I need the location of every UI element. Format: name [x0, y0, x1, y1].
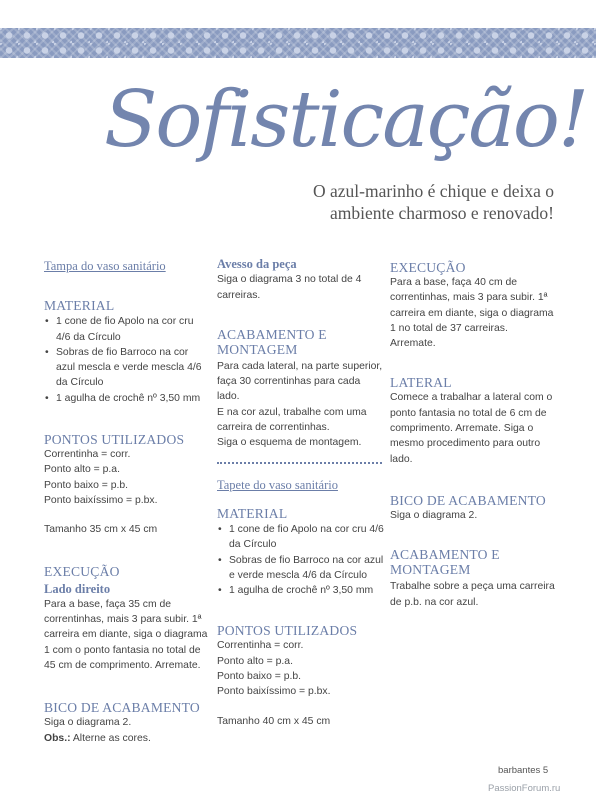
list-item: • 1 cone de fio Apolo na cor cru 4/6 da Círculo — [217, 522, 385, 553]
tamanho-text: Tamanho 40 cm x 45 cm — [217, 715, 331, 727]
section-title-tampa: Tampa do vaso sanitário — [44, 259, 166, 273]
list-item: • 1 agulha de crochê nº 3,50 mm — [217, 583, 385, 598]
bico-text: Siga o diagrama 2. — [44, 717, 132, 729]
execucao-text: Para a base, faça 40 cm de correntinhas, mais 3 para subir. 1ª carreira em diante, siga o diagrama 1 no total de 37 carreiras. Arremate. — [390, 277, 554, 350]
lado-direito-text: Para a base, faça 35 cm de correntinhas, mais 3 para subir. 1ª carreira em diante, siga o diagrama 1 com o ponto fantasia no total de 45 cm de comprimento. Arremate. — [44, 598, 208, 672]
ponto-item: Correntinha = corr. — [44, 449, 131, 461]
lado-direito-heading: Lado direito — [44, 581, 111, 596]
materials-list — [217, 522, 385, 598]
section-divider — [217, 462, 382, 464]
ponto-item: Ponto alto = p.a. — [217, 655, 293, 667]
bico-heading: BICO DE ACABAMENTO — [44, 700, 200, 716]
page-footer: barbantes 5 — [498, 765, 549, 776]
watermark: PassionForum.ru — [488, 783, 561, 794]
pontos-heading: PONTOS UTILIZADOS — [217, 623, 358, 639]
ponto-item: Ponto baixo = p.b. — [217, 671, 302, 683]
lateral-heading: LATERAL — [390, 375, 452, 391]
acabamento-heading: ACABAMENTO E MONTAGEM — [390, 547, 500, 578]
ponto-item: Ponto baixíssimo = p.bx. — [217, 686, 331, 698]
page-subtitle — [274, 180, 554, 224]
ponto-item: Ponto alto = p.a. — [44, 464, 120, 476]
acabamento-heading: ACABAMENTO E MONTAGEM — [217, 326, 327, 357]
bico-heading: BICO DE ACABAMENTO — [390, 492, 546, 508]
acabamento-text: Trabalhe sobre a peça uma carreira de p.b. na cor azul. — [390, 581, 555, 608]
list-item: • 1 agulha de crochê nº 3,50 mm — [44, 391, 209, 406]
material-heading: MATERIAL — [44, 298, 115, 314]
column-2 — [217, 256, 385, 729]
page-title: Sofisticação! — [104, 75, 588, 165]
acabamento-text: Siga o esquema de montagem. — [217, 437, 362, 449]
avesso-text: Siga o diagrama 3 no total de 4 carreiras. — [217, 274, 362, 301]
acabamento-text: Para cada lateral, na parte superior, faça 30 correntinhas para cada lado. — [217, 360, 383, 403]
pontos-heading: PONTOS UTILIZADOS — [44, 432, 185, 448]
obs-text — [44, 731, 209, 746]
execucao-heading: EXECUÇÃO — [44, 563, 120, 579]
tamanho-text: Tamanho 35 cm x 45 cm — [44, 524, 158, 536]
avesso-heading: Avesso da peça — [217, 257, 297, 271]
ponto-item: Correntinha = corr. — [217, 640, 304, 652]
subtitle-line-1: O azul-marinho é chique e deixa o — [312, 181, 554, 201]
lateral-text: Comece a trabalhar a lateral com o ponto fantasia no total de 6 cm de comprimento. Arremate. Siga o mesmo procedimento para outro lado. — [390, 392, 553, 465]
list-item: • 1 cone de fio Apolo na cor cru 4/6 da Círculo — [44, 314, 209, 345]
ponto-item: Ponto baixo = p.b. — [44, 479, 129, 491]
list-item: • Sobras de fio Barroco na cor azul e verde mescla 4/6 da Círculo — [217, 553, 385, 584]
obs-label: Obs.: — [44, 732, 71, 744]
bico-text: Siga o diagrama 2. — [390, 509, 478, 521]
column-1 — [44, 256, 209, 746]
ponto-item: Ponto baixíssimo = p.bx. — [44, 494, 158, 506]
execucao-heading: EXECUÇÃO — [390, 260, 466, 275]
decorative-banner — [0, 28, 596, 58]
column-3 — [390, 256, 555, 610]
section-title-tapete: Tapete do vaso sanitário — [217, 477, 338, 492]
subtitle-line-2: ambiente charmoso e renovado! — [329, 203, 554, 223]
material-heading: MATERIAL — [217, 505, 288, 521]
acabamento-text: E na cor azul, trabalhe com uma carreira de correntinhas. — [217, 406, 367, 434]
materials-list — [44, 314, 209, 406]
list-item: • Sobras de fio Barroco na cor azul mescla e verde mescla 4/6 da Círculo — [44, 345, 209, 391]
obs-value: Alterne as cores. — [70, 732, 151, 744]
